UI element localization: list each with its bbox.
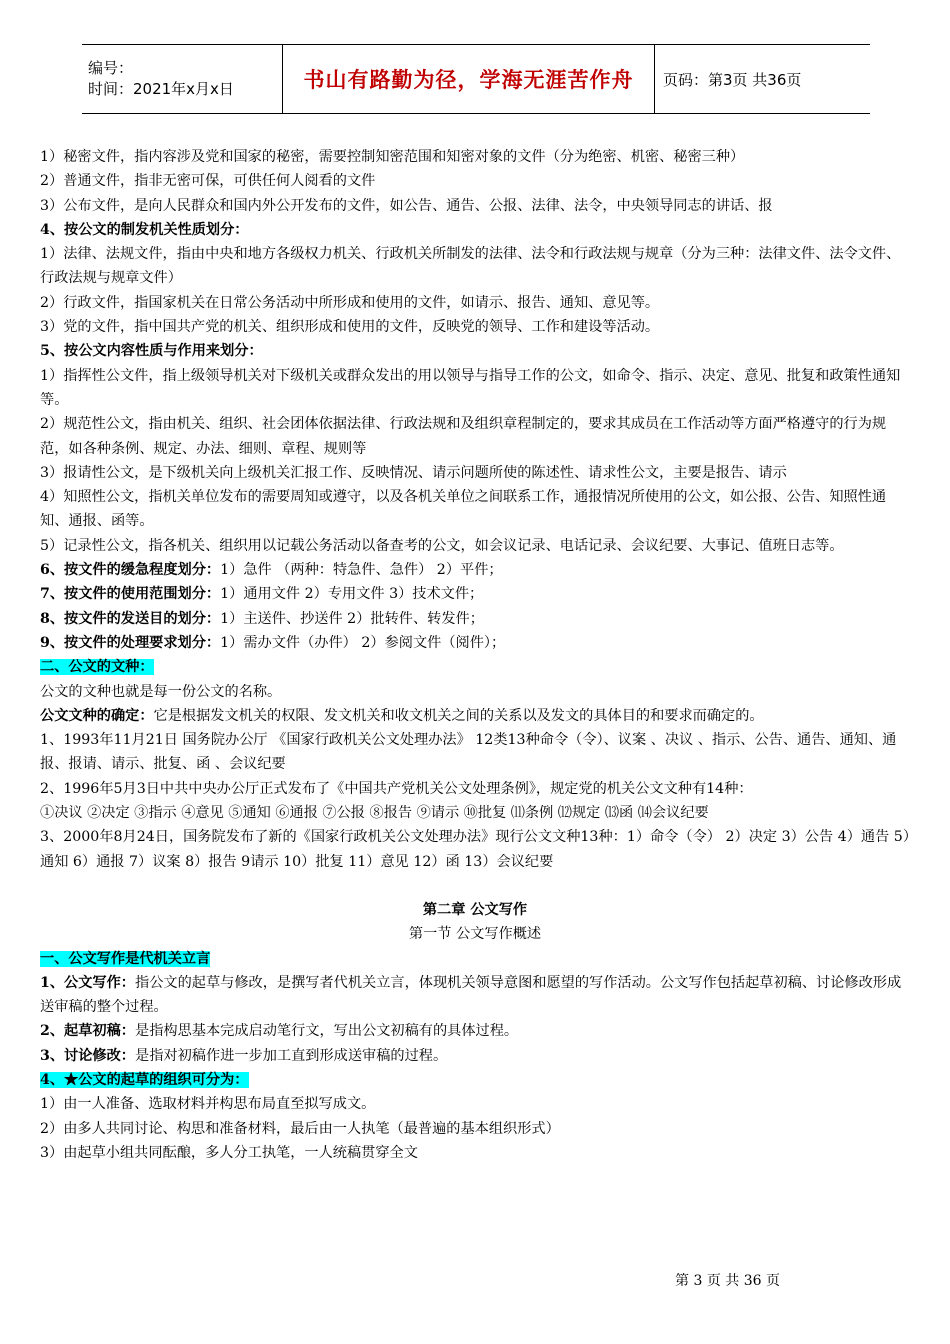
line-text: 3）党的文件，指中国共产党的机关、组织形成和使用的文件，反映党的领导、工作和建设等活动。 <box>40 319 660 336</box>
text-line <box>40 801 910 825</box>
text-line <box>40 339 910 363</box>
line-text: 1）主送件、抄送件 2）批转件、转发件； <box>220 610 484 627</box>
line-text: 1）由一人准备、选取材料并构思布局直至拟写成文。 <box>40 1096 376 1113</box>
line-text: 5）记录性公文，指各机关、组织用以记载公务活动以备查考的公文，如会议记录、电话记录、会议纪要、大事记、值班日志等。 <box>40 537 844 554</box>
bold-heading: 7、按文件的使用范围划分： <box>40 586 221 603</box>
line-text: 1）急件 （两种：特急件、急件） 2）平件； <box>220 562 503 579</box>
line-text: 1）指挥性公文件，指上级领导机关对下级机关或群众发出的用以领导与指导工作的公文，如命令、指示、决定、意见、批复和政策性通知等。 <box>40 367 901 408</box>
spacer <box>40 874 910 898</box>
text-line <box>40 971 910 1020</box>
line-text: 4）知照性公文，指机关单位发布的需要周知或遵守，以及各机关单位之间联系工作，通报情况所使用的公文，如公报、公告、知照性通知、通报、函等。 <box>40 489 887 530</box>
line-text: 3）由起草小组共同酝酿，多人分工执笔，一人统稿贯穿全文 <box>40 1144 418 1161</box>
motto-text: 书山有路勤为径，学海无涯苦作舟 <box>303 67 634 92</box>
bold-heading: 8、按文件的发送目的划分： <box>40 610 221 627</box>
line-text: 1）法律、法规文件，指由中央和地方各级权力机关、行政机关所制发的法律、法令和行政法规与规章（分为三种：法律文件、法令文件、行政法规与规章文件） <box>40 246 901 287</box>
chapter-title: 第二章 公文写作 <box>422 901 528 918</box>
line-text: 3）报请性公文，是下级机关向上级机关汇报工作、反映情况、请示问题所使的陈述性、请求性公文，主要是报告、请示 <box>40 464 787 481</box>
line-text: 2）行政文件，指国家机关在日常公务活动中所形成和使用的文件，如请示、报告、通知、意见等。 <box>40 294 660 311</box>
bold-heading: 9、按文件的处理要求划分： <box>40 634 221 651</box>
bold-heading: 5、按公文内容性质与作用来划分： <box>40 343 263 360</box>
highlighted-heading: 二、公文的文种： <box>40 659 154 676</box>
text-line <box>40 1141 910 1165</box>
page-label: 页码：第3页 共36页 <box>663 70 802 89</box>
text-line <box>40 145 910 169</box>
bold-heading: 1、公文写作： <box>40 974 135 991</box>
text-line <box>40 485 910 534</box>
bold-heading: 公文文种的确定： <box>40 707 154 724</box>
line-text: 3）公布文件，是向人民群众和国内外公开发布的文件，如公告、通告、公报、法律、法令，中央领导同志的讲话、报 <box>40 197 773 214</box>
text-line <box>40 242 910 291</box>
header-page <box>655 45 870 113</box>
bold-heading: 6、按文件的缓急程度划分： <box>40 562 221 579</box>
line-text: 1）秘密文件，指内容涉及党和国家的秘密，需要控制知密范围和知密对象的文件（分为绝密、机密、秘密三种） <box>40 149 745 165</box>
line-text: 指公文的起草与修改，是撰写者代机关立言，体现机关领导意图和愿望的写作活动。公文写作包括起草初稿、讨论修改形成送审稿的整个过程。 <box>40 974 902 1016</box>
text-line <box>40 777 910 801</box>
text-line <box>40 680 910 704</box>
section-title: 第一节 公文写作概述 <box>408 926 542 943</box>
text-line <box>40 1068 910 1092</box>
highlighted-heading: 一、公文写作是代机关立言 <box>40 950 211 967</box>
text-line <box>40 291 910 315</box>
line-text: 1、1993年11月21日 国务院办公厅 《国家行政机关公文处理办法》 12类13种命令（令）、议案 、决议 、指示、公告、通告、通知、通报、报请、请示、批复、函 、会议纪要 <box>40 732 897 773</box>
text-line <box>40 655 910 679</box>
text-line <box>40 461 910 485</box>
text-line <box>40 825 910 874</box>
text-line <box>40 1044 910 1068</box>
line-text: 3、2000年8月24日，国务院发布了新的《国家行政机关公文处理办法》现行公文文种13种：1）命令（令） 2）决定 3）公告 4）通告 5）通知 6）通报 7）议案 8）报告 9请示 10）批复 11）意见 12）函 13）会议纪要 <box>40 829 910 870</box>
line-text: 1）通用文件 2）专用文件 3）技术文件； <box>220 586 484 603</box>
line-text: 2）规范性公文，指由机关、组织、社会团体依据法律、行政法规和及组织章程制定的，要求其成员在工作活动等方面严格遵守的行为规范，如各种条例、规定、办法、细则、章程、规则等 <box>40 416 887 457</box>
line-text: 它是根据发文机关的权限、发文机关和收文机关之间的关系以及发文的具体目的和要求而确定的。 <box>153 707 764 724</box>
document-body <box>40 145 910 1165</box>
bold-heading: 2、起草初稿： <box>40 1023 135 1040</box>
text-line <box>40 607 910 631</box>
bold-heading: 4、按公文的制发机关性质划分： <box>40 221 249 238</box>
text-line <box>40 1117 910 1141</box>
time-label: 时间：2021年x月x日 <box>88 80 234 98</box>
line-text: 是指构思基本完成启动笔行文，写出公文初稿有的具体过程。 <box>135 1023 519 1040</box>
header-meta <box>82 45 282 113</box>
text-line <box>40 534 910 558</box>
text-line <box>40 558 910 582</box>
text-line <box>40 947 910 971</box>
page-header <box>82 44 870 114</box>
text-line <box>40 631 910 655</box>
line-text: 2）由多人共同讨论、构思和准备材料，最后由一人执笔（最普遍的基本组织形式） <box>40 1120 560 1137</box>
text-line <box>40 704 910 728</box>
line-text: 1）需办文件（办件） 2）参阅文件（阅件）； <box>220 634 506 651</box>
text-line <box>40 582 910 606</box>
text-line <box>40 218 910 242</box>
text-line <box>40 364 910 413</box>
page-number: 第 3 页 共 36 页 <box>675 1273 780 1289</box>
text-line <box>40 315 910 339</box>
text-line <box>40 412 910 461</box>
line-text: 2、1996年5月3日中共中央办公厅正式发布了《中国共产党机关公文处理条例》，规定党的机关公文文种有14种： <box>40 780 753 797</box>
highlighted-heading: 4、★公文的起草的组织可分为： <box>40 1071 249 1088</box>
line-text: 2）普通文件，指非无密可保，可供任何人阅看的文件 <box>40 173 376 190</box>
line-text: 公文的文种也就是每一份公文的名称。 <box>40 683 282 700</box>
text-line <box>40 1019 910 1043</box>
text-line <box>40 194 910 218</box>
header-motto <box>282 45 655 113</box>
text-line <box>40 728 910 777</box>
bold-heading: 3、讨论修改： <box>40 1047 135 1064</box>
line-text: 是指对初稿作进一步加工直到形成送审稿的过程。 <box>135 1047 448 1064</box>
number-label: 编号： <box>88 59 134 77</box>
line-text: ①决议 ②决定 ③指示 ④意见 ⑤通知 ⑥通报 ⑦公报 ⑧报告 ⑨请示 ⑩批复 ⑾条例 ⑿规定 ⒀函 ⒁会议纪要 <box>40 805 709 822</box>
page-footer <box>0 1270 950 1290</box>
text-line <box>40 1092 910 1116</box>
text-line <box>40 169 910 193</box>
